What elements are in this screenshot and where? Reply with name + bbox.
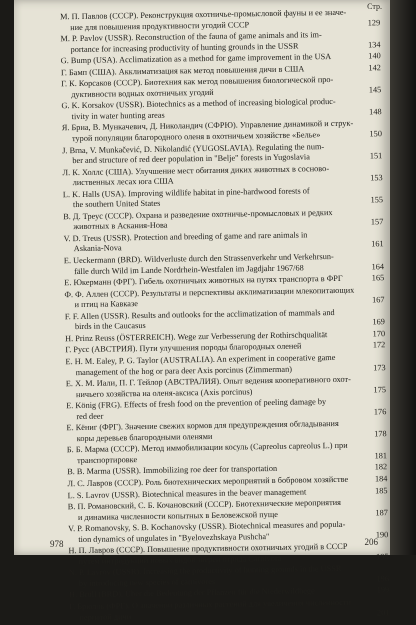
entry-continuation-line: tion dynamics of ungulates in "Byelovezhskaya Pushcha" <box>78 531 270 544</box>
entry-continuation-line: tivity in water hunting areas <box>71 110 165 122</box>
entry-continuation-line: лиственных лесах юга США <box>72 176 174 188</box>
entry-title-line: H. Prinz Reuss (ÖSTERREICH). Wege zur Verbesserung der Rothirschqualität <box>65 329 328 344</box>
book-page <box>14 0 390 622</box>
entry-page-number: 157 <box>370 217 384 227</box>
entry-title-line: Е. Юкерманн (ФРГ). Гибель охотничьих животных на путях транспорта в ФРГ <box>64 273 343 288</box>
entry-title-line: E. König (FRG). Effects of fresh food on the prevention of peeling damage by <box>66 397 327 411</box>
page-number: 978 <box>50 539 64 549</box>
entry-page-number: 185 <box>375 485 388 495</box>
entry-page-number: 190 <box>375 529 389 540</box>
entry-title-line: E. H. M. Ealey, P. G. Taylor (AUSTRALIA). An experiment in cooperative game <box>65 352 336 367</box>
entry-title-line: Л. К. Холлс (США). Улучшение мест обитания диких животных в сосново- <box>62 163 330 177</box>
entry-title-line: М. П. Павлов (СССР). Реконструкция охотничье-промысловой фауны и ее значе- <box>59 7 347 22</box>
entry-page-number: 153 <box>370 173 383 183</box>
entry-continuation-line: пернатой дичи <box>79 611 132 622</box>
entry-continuation-line: коры деревьев благородными оленями <box>76 431 213 443</box>
entry-continuation-line: by introducing new species of carnivores <box>78 576 216 588</box>
entry-page-number: 184 <box>374 474 388 484</box>
entry-title-line: L. K. Halls (USA). Improving wildlife habitat in pine-hardwood forests of <box>62 186 310 200</box>
entry-continuation-line: fälle durch Wild im Lande Nordrhein-Westfalen im Jagdjahr 1967/68 <box>73 263 304 276</box>
last-entry-page: 206 <box>364 537 378 547</box>
entry-page-number: 150 <box>369 129 383 139</box>
entry-title-line: E. Ueckermann (BRD). Wildverluste durch den Strassenverkehr und Verkehrsun- <box>63 252 334 266</box>
entry-continuation-line: birds in the Caucasus <box>74 321 146 332</box>
page-column-header: Стр. <box>367 2 382 11</box>
entry-page-number: 151 <box>369 151 383 161</box>
entry-page-number: 181 <box>374 451 388 461</box>
entry-title-line: Г. К. Корсаков (СССР). Биотехния как метод повышения биологической про- <box>61 75 334 89</box>
entry-continuation-line: путем интродукции новых видов зверей отряда Carnivora <box>78 553 282 566</box>
entry-page-number: 164 <box>371 261 385 271</box>
entry-title-line: G. Bump (USA). Acclimatization as a method for game improvement in the USA <box>60 52 332 66</box>
entry-title-line: Г. Русс (АВСТРИЯ). Пути улучшения породы благородных оленей <box>65 341 302 355</box>
entry-continuation-line: management of the hog or para deer Axis porcinus (Zimmerman) <box>75 364 293 377</box>
entry-page-number: 182 <box>374 462 388 472</box>
entry-continuation-line: турой популяции благородного оленя в охотничьем хозяйстве «Белье» <box>71 130 321 144</box>
entry-title-line: В. П. Романовский, С. Б. Кочановский (СССР). Биотехнические мероприятия <box>67 497 342 512</box>
entry-continuation-line: red deer <box>76 411 104 421</box>
entry-title-line: Л. С. Лавров (СССР). Роль биотехнических мероприятий в бобровом хозяйстве <box>67 474 349 489</box>
entry-title-line: H. Brüll (BRD). Über die Bedeutung der Pflanzen für die Niederwildhege <box>69 586 315 600</box>
entry-page-number: 129 <box>367 17 381 27</box>
entry-title-line: G. K. Korsakov (USSR). Biotechnics as a method of increasing biological produc- <box>61 97 336 111</box>
book-spine-shadow <box>390 0 416 555</box>
entry-page-number: 142 <box>368 62 381 73</box>
entry-continuation-line: животных в Аскания-Нова <box>73 221 168 232</box>
entry-continuation-line: ber and structure of red deer population in "Belje" forests in Yugoslavia <box>72 152 310 166</box>
entry-continuation-line: и птиц на Кавказе <box>74 299 138 310</box>
entry-continuation-line: portance for increasing productivity of hunting grounds in the USSR <box>70 41 299 54</box>
entry-page-number: 199 <box>376 585 390 595</box>
entry-page-number: 196 <box>376 574 390 584</box>
entry-page-number: 175 <box>373 384 387 394</box>
entry-page-number: 169 <box>372 317 385 327</box>
entry-page-number: 145 <box>368 85 382 95</box>
entry-page-number: 201 <box>376 607 390 617</box>
entry-title-line: Ф. Ф. Аллен (СССР). Результаты и перспективы акклиматизации млекопитающих <box>64 285 355 299</box>
entry-title-line: Б. Б. Марма (СССР). Метод иммобилизации косуль (Capreolus capreolus L.) при <box>66 441 348 455</box>
entry-title-line: Е. Кёниг (ФРГ). Значение свежих кормов для предупреждения обгладывания <box>66 419 339 433</box>
entry-title-line: Г. Бамп (США). Акклиматизация как метод повышения дичи в США <box>60 64 305 78</box>
entry-page-number: 155 <box>370 195 384 205</box>
entry-title-line: В. Д. Треус (СССР). Охрана и разведение охотничье-промысловых и редких <box>63 207 333 222</box>
entry-page-number: 167 <box>372 295 385 305</box>
entry-title-line: Н. П. Лавров (СССР). Повышение продуктивности охотничьих угодий в СССР <box>68 542 348 556</box>
entry-title-line: L. S. Lavrov (USSR). Biotechnical measures in the beaver management <box>67 486 307 500</box>
entry-page-number: 148 <box>369 107 382 117</box>
contents-entry <box>23 597 399 624</box>
entry-continuation-line: ние для повышения продуктивности угодий СССР <box>70 19 250 32</box>
entry-continuation-line: the southern United States <box>72 199 161 210</box>
entry-continuation-line: ничьего хозяйства на оленя-аксиса (Axis porcinus) <box>75 386 253 399</box>
entry-title-line: V. P. Romanovsky, S. B. Kochanovsky (USSR). Biotechnical measures and popula- <box>68 520 346 534</box>
entry-page-number: 161 <box>371 239 384 249</box>
entry-continuation-line: дуктивности водных охотничьих угодий <box>71 87 214 99</box>
entry-page-number: 165 <box>371 273 385 283</box>
entry-title-line: F. F. Allen (USSR). Results and outlooks for the acclimatization of mammals and <box>64 307 335 322</box>
contents-list <box>14 7 400 625</box>
entry-page-number: 173 <box>373 362 386 372</box>
entry-title-line: Г. Брюлль (ФРГ). О значении различных растений для увеличения численности <box>69 597 352 612</box>
entry-title-line: J. Brna, V. Munkačević, D. Nikolandić (YUGOSLAVIA). Regulating the num- <box>62 141 325 155</box>
entry-title-line: N. P. Lavrov (USSR). Increasing the productivity of hunting grounds in the USSR <box>68 564 342 578</box>
entry-page-number: 195 <box>376 551 389 562</box>
entry-title-line: M. P. Pavlov (USSR). Reconstruction of the fauna of game animals and its im- <box>60 30 322 44</box>
entry-continuation-line: транспортировке <box>76 454 138 465</box>
entry-title-line: B. B. Marma (USSR). Immobilizing roe deer for transportation <box>67 464 278 477</box>
entry-continuation-line: и динамика численности копытных в Беловежской пуще <box>77 509 278 522</box>
entry-page-number: 134 <box>368 39 381 50</box>
entry-title-line: Е. Х. М. Иали, П. Г. Тейлор (АВСТРАЛИЯ). Опыт ведения кооперативного охот- <box>65 374 351 389</box>
entry-page-number: 170 <box>372 329 386 339</box>
entry-page-number: 176 <box>373 406 387 417</box>
entry-page-number: 172 <box>372 340 386 350</box>
entry-title-line: Я. Брна, В. Мункачевич, Д. Николандич (СФРЮ). Управление динамикой и струк- <box>61 119 354 133</box>
entry-page-number: 178 <box>374 428 387 439</box>
entry-page-number: 140 <box>368 51 381 61</box>
entry-page-number: 187 <box>375 507 388 517</box>
entry-title-line: V. D. Treus (USSR). Protection and breeding of game and rare animals in <box>63 230 308 244</box>
entry-continuation-line: Askania-Nova <box>73 243 122 254</box>
